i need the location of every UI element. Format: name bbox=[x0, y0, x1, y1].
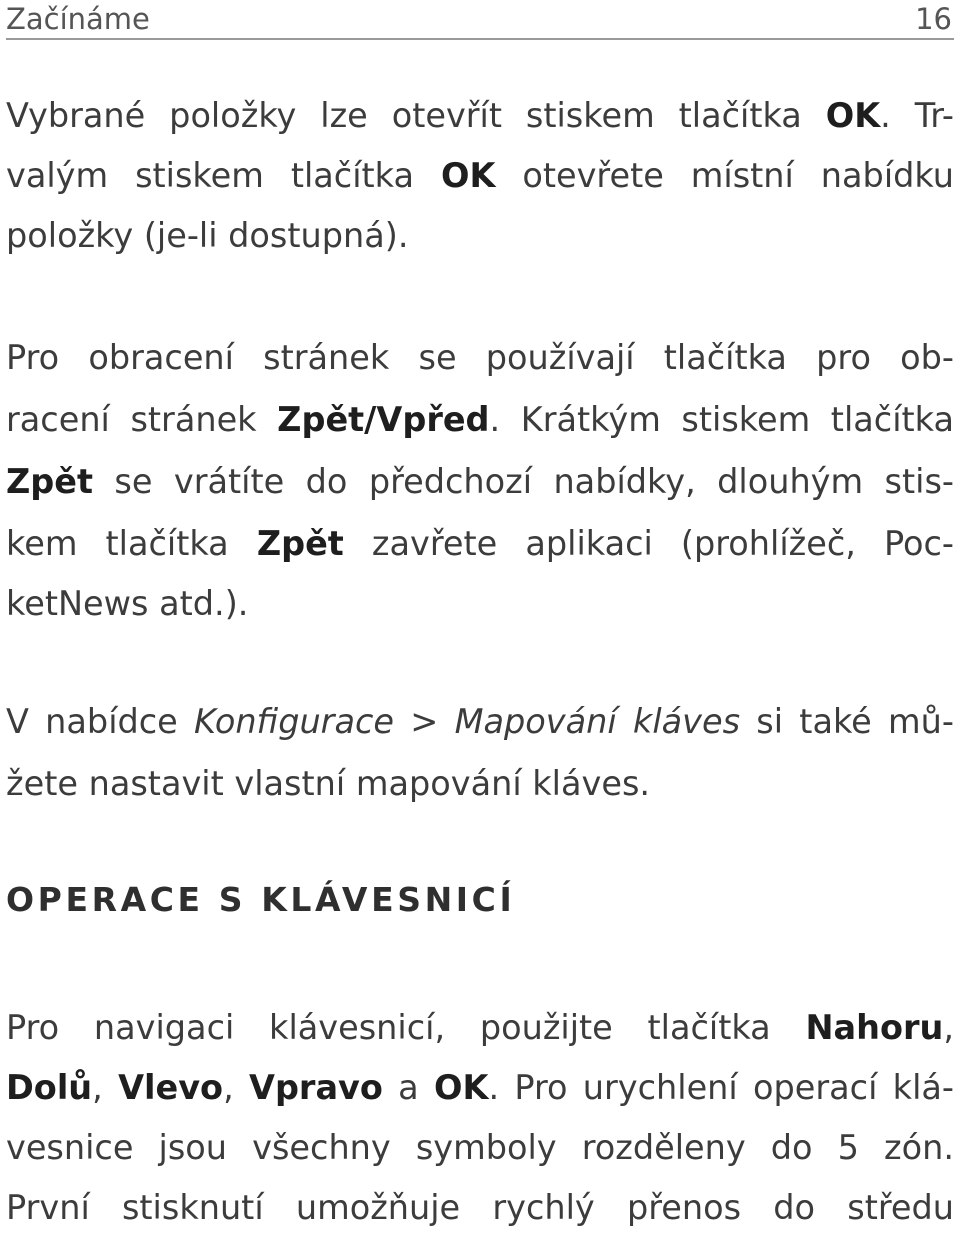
paragraph-1-line-1 bbox=[6, 86, 954, 146]
paragraph-4-line-2 bbox=[6, 1058, 954, 1118]
text-run: valým stiskem tlačítka bbox=[6, 156, 441, 195]
paragraph-2-line-5: ketNews atd.). bbox=[6, 584, 249, 623]
text-run: zavřete aplikaci (prohlížeč, Poc- bbox=[343, 524, 954, 563]
text-run: . Tr- bbox=[880, 96, 954, 135]
text-run: a bbox=[382, 1068, 434, 1107]
text-run: Vybrané položky lze otevřít stiskem tlačítka bbox=[6, 96, 826, 135]
bold-term: Zpět bbox=[6, 462, 94, 501]
paragraph-1-line-3: položky (je-li dostupná). bbox=[6, 216, 409, 255]
text-run: , bbox=[943, 1008, 954, 1047]
bold-term: OK bbox=[825, 96, 881, 135]
bold-term: OK bbox=[434, 1068, 489, 1107]
text-run: , bbox=[92, 1068, 119, 1107]
menu-path: Konfigurace > Mapování kláves bbox=[194, 702, 741, 741]
text-run: V nabídce bbox=[6, 702, 195, 741]
paragraph-2-line-2 bbox=[6, 390, 954, 450]
text-run: se vrátíte do předchozí nabídky, dlouhým stis- bbox=[93, 462, 954, 501]
bold-term: OK bbox=[440, 156, 496, 195]
text-run: . Pro urychlení operací klá- bbox=[488, 1068, 954, 1107]
paragraph-2-line-1: Pro obracení stránek se používají tlačítka pro ob- bbox=[6, 338, 954, 377]
paragraph-4-line-3: vesnice jsou všechny symboly rozděleny do 5 zón. bbox=[6, 1128, 954, 1167]
bold-term: Zpět/Vpřed bbox=[277, 400, 490, 439]
paragraph-3-line-1 bbox=[6, 692, 954, 752]
section-heading: OPERACE S KLÁVESNICÍ bbox=[6, 880, 516, 919]
text-run: kem tlačítka bbox=[6, 524, 257, 563]
text-run: , bbox=[223, 1068, 250, 1107]
bold-term: Zpět bbox=[256, 524, 344, 563]
bold-term: Dolů bbox=[6, 1068, 93, 1107]
page-number: 16 bbox=[915, 2, 952, 36]
text-run: racení stránek bbox=[6, 400, 278, 439]
bold-term: Nahoru bbox=[805, 1008, 944, 1047]
paragraph-4-line-4: První stisknutí umožňuje rychlý přenos do středu bbox=[6, 1188, 954, 1227]
chapter-title: Začínáme bbox=[6, 2, 150, 36]
text-run: Pro navigaci klávesnicí, použijte tlačítka bbox=[6, 1008, 806, 1047]
paragraph-3-line-2: žete nastavit vlastní mapování kláves. bbox=[6, 764, 651, 803]
paragraph-1-line-2 bbox=[6, 146, 954, 206]
text-run: . Krátkým stiskem tlačítka bbox=[489, 400, 954, 439]
text-run: si také mů- bbox=[740, 702, 954, 741]
paragraph-2-line-4 bbox=[6, 514, 954, 574]
text-run: otevřete místní nabídku bbox=[495, 156, 954, 195]
paragraph-4-line-1 bbox=[6, 998, 954, 1058]
bold-term: Vpravo bbox=[249, 1068, 383, 1107]
paragraph-2-line-3 bbox=[6, 452, 954, 512]
page-header bbox=[6, 0, 954, 40]
bold-term: Vlevo bbox=[118, 1068, 224, 1107]
